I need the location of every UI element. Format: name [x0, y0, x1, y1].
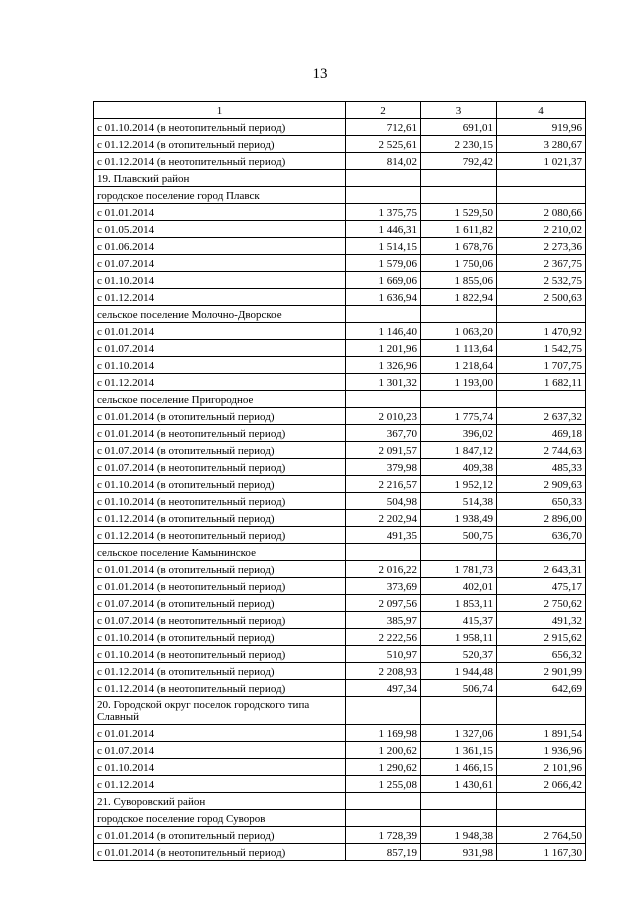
value-cell-col4: 656,32 — [497, 646, 586, 663]
value-cell-col2 — [346, 391, 421, 408]
value-cell-col2: 1 201,96 — [346, 340, 421, 357]
row-label: с 01.07.2014 — [94, 742, 346, 759]
row-label: с 01.07.2014 (в неотопительный период) — [94, 459, 346, 476]
row-label: с 01.07.2014 (в неотопительный период) — [94, 612, 346, 629]
value-cell-col2: 1 514,15 — [346, 238, 421, 255]
section-row — [94, 810, 586, 827]
table-row — [94, 629, 586, 646]
value-cell-col2: 2 222,56 — [346, 629, 421, 646]
table-row — [94, 646, 586, 663]
table-row — [94, 238, 586, 255]
value-cell-col4 — [497, 170, 586, 187]
table-row — [94, 272, 586, 289]
table-row — [94, 561, 586, 578]
value-cell-col3: 2 230,15 — [421, 136, 497, 153]
row-label: с 01.01.2014 (в отопительный период) — [94, 561, 346, 578]
row-label: 20. Городской округ поселок городского типа Славный — [94, 697, 346, 725]
column-header-3: 3 — [421, 102, 497, 119]
value-cell-col2: 1 375,75 — [346, 204, 421, 221]
value-cell-col4: 2 764,50 — [497, 827, 586, 844]
value-cell-col4 — [497, 391, 586, 408]
value-cell-col2 — [346, 793, 421, 810]
table-row — [94, 776, 586, 793]
value-cell-col2: 1 728,39 — [346, 827, 421, 844]
value-cell-col3: 1 430,61 — [421, 776, 497, 793]
section-row — [94, 306, 586, 323]
value-cell-col2: 712,61 — [346, 119, 421, 136]
value-cell-col2 — [346, 810, 421, 827]
value-cell-col2 — [346, 544, 421, 561]
value-cell-col3 — [421, 810, 497, 827]
value-cell-col4: 1 682,11 — [497, 374, 586, 391]
row-label: с 01.12.2014 (в отопительный период) — [94, 510, 346, 527]
row-label: с 01.05.2014 — [94, 221, 346, 238]
value-cell-col3 — [421, 391, 497, 408]
row-label: с 01.07.2014 — [94, 340, 346, 357]
row-label: с 01.01.2014 — [94, 725, 346, 742]
value-cell-col3: 1 938,49 — [421, 510, 497, 527]
value-cell-col4: 2 210,02 — [497, 221, 586, 238]
value-cell-col2: 1 636,94 — [346, 289, 421, 306]
value-cell-col2 — [346, 170, 421, 187]
value-cell-col2: 1 290,62 — [346, 759, 421, 776]
value-cell-col3: 1 944,48 — [421, 663, 497, 680]
table-header-row — [94, 102, 586, 119]
value-cell-col2: 814,02 — [346, 153, 421, 170]
row-label: с 01.10.2014 — [94, 357, 346, 374]
row-label: с 01.10.2014 (в отопительный период) — [94, 629, 346, 646]
row-label: с 01.01.2014 — [94, 204, 346, 221]
value-cell-col3 — [421, 793, 497, 810]
value-cell-col3: 1 611,82 — [421, 221, 497, 238]
value-cell-col4: 1 891,54 — [497, 725, 586, 742]
value-cell-col3: 1 822,94 — [421, 289, 497, 306]
value-cell-col2: 2 016,22 — [346, 561, 421, 578]
value-cell-col3: 409,38 — [421, 459, 497, 476]
value-cell-col3 — [421, 306, 497, 323]
value-cell-col3: 1 193,00 — [421, 374, 497, 391]
row-label: с 01.01.2014 (в отопительный период) — [94, 827, 346, 844]
value-cell-col4 — [497, 793, 586, 810]
value-cell-col4: 1 542,75 — [497, 340, 586, 357]
value-cell-col2 — [346, 697, 421, 725]
section-row — [94, 170, 586, 187]
row-label: с 01.12.2014 — [94, 289, 346, 306]
value-cell-col4: 650,33 — [497, 493, 586, 510]
value-cell-col4: 2 901,99 — [497, 663, 586, 680]
value-cell-col4: 2 273,36 — [497, 238, 586, 255]
section-row — [94, 697, 586, 725]
value-cell-col2: 497,34 — [346, 680, 421, 697]
value-cell-col4: 2 367,75 — [497, 255, 586, 272]
value-cell-col3 — [421, 697, 497, 725]
table-row — [94, 357, 586, 374]
value-cell-col4: 2 744,63 — [497, 442, 586, 459]
value-cell-col4: 2 080,66 — [497, 204, 586, 221]
value-cell-col3: 792,42 — [421, 153, 497, 170]
column-header-4: 4 — [497, 102, 586, 119]
value-cell-col4: 2 643,31 — [497, 561, 586, 578]
row-label: с 01.01.2014 — [94, 323, 346, 340]
table-row — [94, 136, 586, 153]
value-cell-col3: 1 781,73 — [421, 561, 497, 578]
value-cell-col3: 1 853,11 — [421, 595, 497, 612]
value-cell-col4: 491,32 — [497, 612, 586, 629]
row-label: с 01.07.2014 (в отопительный период) — [94, 595, 346, 612]
value-cell-col2: 1 200,62 — [346, 742, 421, 759]
value-cell-col4: 2 532,75 — [497, 272, 586, 289]
table-row — [94, 663, 586, 680]
row-label: с 01.06.2014 — [94, 238, 346, 255]
value-cell-col4: 3 280,67 — [497, 136, 586, 153]
value-cell-col3: 1 855,06 — [421, 272, 497, 289]
row-label: сельское поселение Пригородное — [94, 391, 346, 408]
value-cell-col3: 1 750,06 — [421, 255, 497, 272]
row-label: с 01.10.2014 (в отопительный период) — [94, 476, 346, 493]
value-cell-col3: 1 466,15 — [421, 759, 497, 776]
table-row — [94, 844, 586, 861]
table-row — [94, 493, 586, 510]
table-row — [94, 510, 586, 527]
value-cell-col2: 2 525,61 — [346, 136, 421, 153]
table-row — [94, 612, 586, 629]
section-row — [94, 391, 586, 408]
value-cell-col2: 379,98 — [346, 459, 421, 476]
value-cell-col2: 2 010,23 — [346, 408, 421, 425]
row-label: с 01.12.2014 — [94, 374, 346, 391]
row-label: с 01.12.2014 (в неотопительный период) — [94, 680, 346, 697]
column-header-2: 2 — [346, 102, 421, 119]
table-row — [94, 680, 586, 697]
value-cell-col4 — [497, 810, 586, 827]
value-cell-col3: 415,37 — [421, 612, 497, 629]
table-row — [94, 595, 586, 612]
table-row — [94, 340, 586, 357]
table-row — [94, 374, 586, 391]
value-cell-col2: 491,35 — [346, 527, 421, 544]
row-label: с 01.07.2014 (в отопительный период) — [94, 442, 346, 459]
value-cell-col3: 514,38 — [421, 493, 497, 510]
row-label: с 01.01.2014 (в отопительный период) — [94, 408, 346, 425]
row-label: с 01.10.2014 (в неотопительный период) — [94, 119, 346, 136]
value-cell-col4: 2 750,62 — [497, 595, 586, 612]
tariff-table — [93, 101, 586, 861]
table-row — [94, 323, 586, 340]
row-label: с 01.01.2014 (в неотопительный период) — [94, 844, 346, 861]
value-cell-col2: 367,70 — [346, 425, 421, 442]
value-cell-col3: 1 361,15 — [421, 742, 497, 759]
row-label: с 01.01.2014 (в неотопительный период) — [94, 425, 346, 442]
row-label: с 01.10.2014 — [94, 759, 346, 776]
row-label: с 01.12.2014 (в отопительный период) — [94, 136, 346, 153]
value-cell-col4: 1 167,30 — [497, 844, 586, 861]
table-row — [94, 255, 586, 272]
value-cell-col4: 2 909,63 — [497, 476, 586, 493]
value-cell-col4 — [497, 187, 586, 204]
value-cell-col2: 1 169,98 — [346, 725, 421, 742]
value-cell-col3: 1 113,64 — [421, 340, 497, 357]
table-row — [94, 725, 586, 742]
value-cell-col4: 642,69 — [497, 680, 586, 697]
value-cell-col3: 1 063,20 — [421, 323, 497, 340]
value-cell-col4: 469,18 — [497, 425, 586, 442]
value-cell-col3: 500,75 — [421, 527, 497, 544]
row-label: сельское поселение Камынинское — [94, 544, 346, 561]
value-cell-col4: 1 021,37 — [497, 153, 586, 170]
value-cell-col3: 520,37 — [421, 646, 497, 663]
value-cell-col4: 475,17 — [497, 578, 586, 595]
value-cell-col3 — [421, 170, 497, 187]
row-label: 21. Суворовский район — [94, 793, 346, 810]
value-cell-col2: 1 255,08 — [346, 776, 421, 793]
row-label: сельское поселение Молочно-Дворское — [94, 306, 346, 323]
row-label: с 01.01.2014 (в неотопительный период) — [94, 578, 346, 595]
row-label: городское поселение город Плавск — [94, 187, 346, 204]
value-cell-col3 — [421, 187, 497, 204]
row-label: с 01.12.2014 (в неотопительный период) — [94, 153, 346, 170]
page-number: 13 — [312, 66, 328, 82]
value-cell-col3: 1 952,12 — [421, 476, 497, 493]
value-cell-col4 — [497, 306, 586, 323]
value-cell-col2: 1 326,96 — [346, 357, 421, 374]
row-label: с 01.10.2014 — [94, 272, 346, 289]
value-cell-col3: 1 529,50 — [421, 204, 497, 221]
value-cell-col3: 1 327,06 — [421, 725, 497, 742]
tariff-table-body — [94, 102, 586, 861]
value-cell-col3: 1 218,64 — [421, 357, 497, 374]
value-cell-col2 — [346, 306, 421, 323]
table-row — [94, 578, 586, 595]
value-cell-col4: 1 936,96 — [497, 742, 586, 759]
row-label: с 01.10.2014 (в неотопительный период) — [94, 646, 346, 663]
table-row — [94, 425, 586, 442]
value-cell-col3: 1 678,76 — [421, 238, 497, 255]
value-cell-col3: 396,02 — [421, 425, 497, 442]
value-cell-col4: 636,70 — [497, 527, 586, 544]
value-cell-col4 — [497, 544, 586, 561]
table-row — [94, 459, 586, 476]
value-cell-col4: 2 500,63 — [497, 289, 586, 306]
value-cell-col2: 385,97 — [346, 612, 421, 629]
value-cell-col2: 1 669,06 — [346, 272, 421, 289]
table-row — [94, 408, 586, 425]
table-row — [94, 476, 586, 493]
row-label: с 01.07.2014 — [94, 255, 346, 272]
value-cell-col2: 1 146,40 — [346, 323, 421, 340]
table-row — [94, 221, 586, 238]
value-cell-col3: 1 847,12 — [421, 442, 497, 459]
value-cell-col3: 931,98 — [421, 844, 497, 861]
value-cell-col4: 1 707,75 — [497, 357, 586, 374]
value-cell-col4: 919,96 — [497, 119, 586, 136]
value-cell-col4: 2 066,42 — [497, 776, 586, 793]
value-cell-col3 — [421, 544, 497, 561]
value-cell-col2: 2 097,56 — [346, 595, 421, 612]
value-cell-col2: 510,97 — [346, 646, 421, 663]
value-cell-col4: 2 637,32 — [497, 408, 586, 425]
section-row — [94, 187, 586, 204]
value-cell-col4: 2 915,62 — [497, 629, 586, 646]
value-cell-col3: 691,01 — [421, 119, 497, 136]
value-cell-col2: 1 301,32 — [346, 374, 421, 391]
table-row — [94, 289, 586, 306]
row-label: 19. Плавский район — [94, 170, 346, 187]
value-cell-col3: 1 958,11 — [421, 629, 497, 646]
value-cell-col2: 373,69 — [346, 578, 421, 595]
value-cell-col2: 2 208,93 — [346, 663, 421, 680]
value-cell-col3: 506,74 — [421, 680, 497, 697]
column-header-1: 1 — [94, 102, 346, 119]
table-row — [94, 442, 586, 459]
row-label: городское поселение город Суворов — [94, 810, 346, 827]
value-cell-col2: 504,98 — [346, 493, 421, 510]
row-label: с 01.12.2014 (в неотопительный период) — [94, 527, 346, 544]
section-row — [94, 793, 586, 810]
value-cell-col2: 2 202,94 — [346, 510, 421, 527]
value-cell-col4: 2 101,96 — [497, 759, 586, 776]
table-row — [94, 153, 586, 170]
value-cell-col2: 857,19 — [346, 844, 421, 861]
section-row — [94, 544, 586, 561]
value-cell-col2: 1 579,06 — [346, 255, 421, 272]
value-cell-col4: 485,33 — [497, 459, 586, 476]
table-row — [94, 759, 586, 776]
value-cell-col3: 402,01 — [421, 578, 497, 595]
value-cell-col2: 1 446,31 — [346, 221, 421, 238]
value-cell-col2: 2 091,57 — [346, 442, 421, 459]
row-label: с 01.12.2014 — [94, 776, 346, 793]
value-cell-col3: 1 775,74 — [421, 408, 497, 425]
value-cell-col4: 2 896,00 — [497, 510, 586, 527]
table-row — [94, 119, 586, 136]
row-label: с 01.12.2014 (в отопительный период) — [94, 663, 346, 680]
table-row — [94, 527, 586, 544]
value-cell-col2 — [346, 187, 421, 204]
value-cell-col4 — [497, 697, 586, 725]
row-label: с 01.10.2014 (в неотопительный период) — [94, 493, 346, 510]
table-row — [94, 827, 586, 844]
table-row — [94, 204, 586, 221]
table-row — [94, 742, 586, 759]
value-cell-col3: 1 948,38 — [421, 827, 497, 844]
value-cell-col2: 2 216,57 — [346, 476, 421, 493]
value-cell-col4: 1 470,92 — [497, 323, 586, 340]
